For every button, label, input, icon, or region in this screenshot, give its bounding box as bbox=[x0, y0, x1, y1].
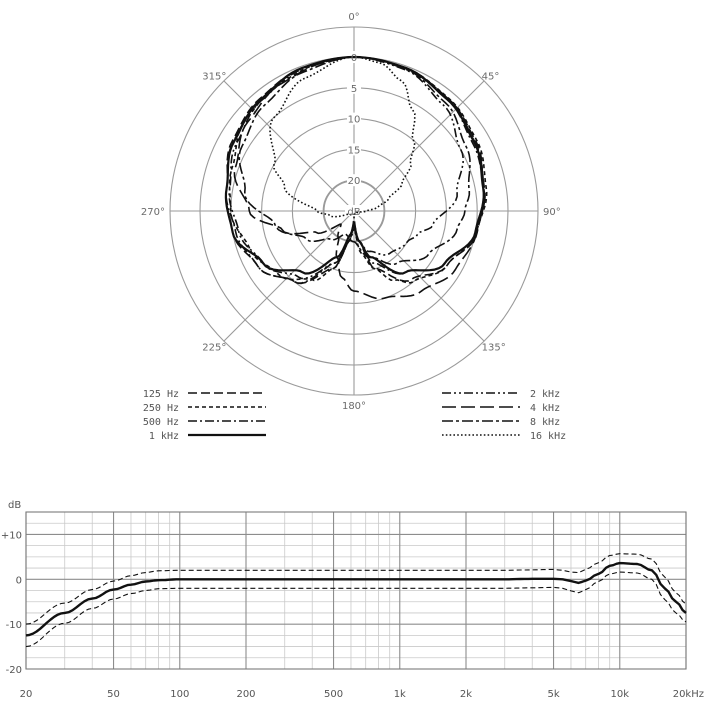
angle-label-225: 225° bbox=[202, 342, 227, 354]
legend-label-1-khz: 1 kHz bbox=[148, 431, 179, 442]
angle-label-0: 0° bbox=[348, 12, 360, 23]
legend-label-250-hz: 250 Hz bbox=[142, 403, 179, 414]
x-tick-label-5k: 5k bbox=[547, 689, 560, 700]
ring-label-20: 20 bbox=[347, 176, 361, 188]
polar-labels bbox=[141, 12, 561, 412]
ring-label-0: 0 bbox=[350, 53, 358, 64]
angle-label-45: 45° bbox=[481, 71, 500, 83]
legend-label-500-hz: 500 Hz bbox=[142, 417, 179, 428]
x-tick-label-20: 20 bbox=[19, 689, 33, 700]
ring-label-5: 5 bbox=[350, 83, 358, 95]
x-tick-label-100: 100 bbox=[170, 689, 190, 700]
angle-label-270: 270° bbox=[140, 207, 165, 218]
legend-label-125-hz: 125 Hz bbox=[142, 389, 179, 400]
y-tick-label-20: -20 bbox=[5, 665, 22, 676]
y-tick-label-10: +10 bbox=[0, 530, 22, 542]
freq-ylabel: dB bbox=[8, 500, 22, 511]
y-tick-label-0: 0 bbox=[15, 575, 22, 587]
frequency-grid bbox=[26, 512, 686, 669]
x-tick-label-2k: 2k bbox=[459, 689, 473, 700]
angle-label-135: 135° bbox=[481, 342, 506, 354]
x-tick-label-50: 50 bbox=[107, 689, 120, 700]
legend-label-4-khz: 4 kHz bbox=[530, 403, 561, 414]
ring-label-15: 15 bbox=[347, 145, 361, 157]
polar-curve-2-khz bbox=[229, 57, 463, 278]
legend-label-2-khz: 2 kHz bbox=[530, 389, 561, 400]
ring-label-10: 10 bbox=[347, 114, 361, 126]
angle-label-180: 180° bbox=[341, 401, 367, 412]
angle-label-90: 90° bbox=[543, 207, 561, 218]
legend-label-16-khz: 16 kHz bbox=[530, 431, 567, 442]
x-tick-label-200: 200 bbox=[236, 689, 256, 700]
x-tick-label-500: 500 bbox=[323, 689, 344, 700]
y-tick-label-10: -10 bbox=[5, 620, 22, 632]
polar-legend bbox=[143, 389, 566, 442]
x-tick-label-1k: 1k bbox=[393, 689, 406, 700]
frequency-curves bbox=[26, 554, 686, 647]
angle-label-315: 315° bbox=[202, 71, 227, 83]
polar-curve-16-khz bbox=[270, 57, 415, 217]
legend-label-8-khz: 8 kHz bbox=[530, 417, 561, 428]
x-tick-label-10k: 10k bbox=[610, 689, 630, 700]
polar-center-label: dB bbox=[347, 207, 361, 218]
x-tick-label-20khz: 20kHz bbox=[672, 689, 704, 700]
